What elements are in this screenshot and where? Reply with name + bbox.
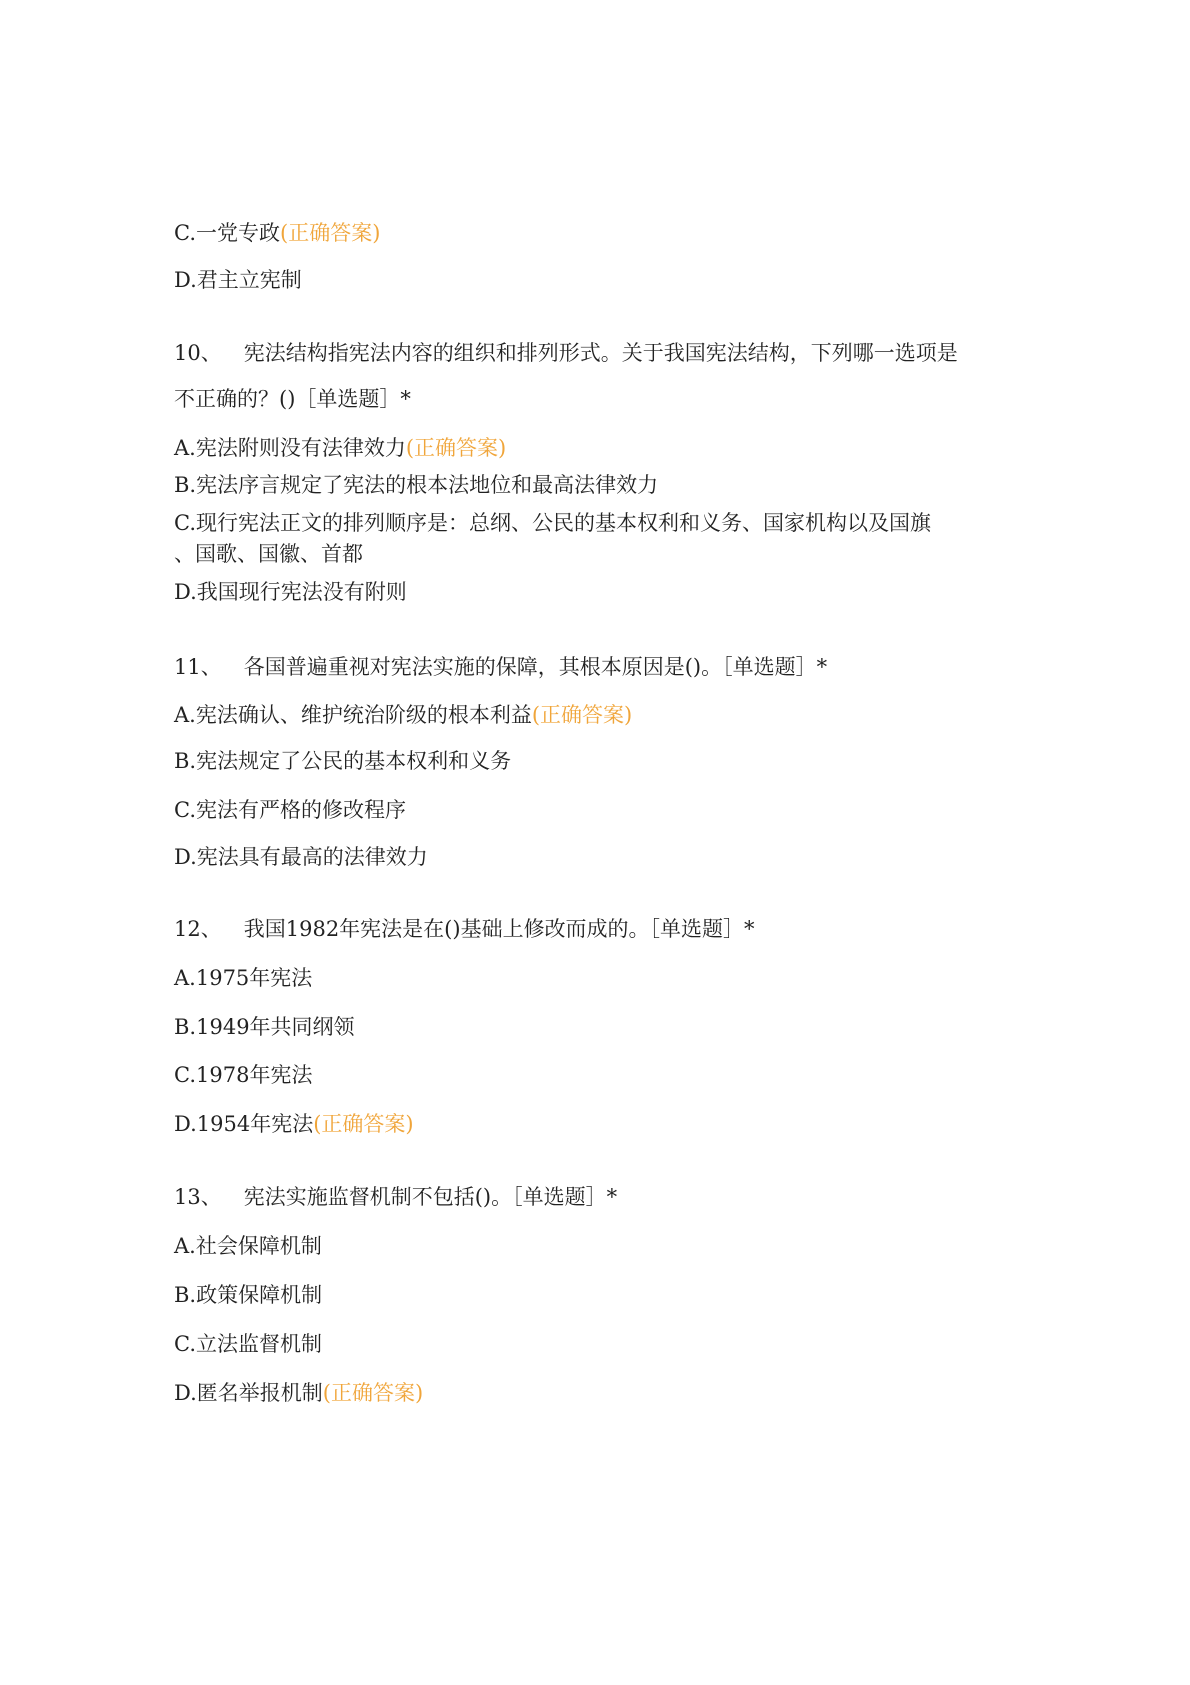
correct-answer-tag: (正确答案) — [313, 1112, 414, 1136]
question-number: 12、 — [174, 917, 222, 941]
question-10-title — [174, 338, 958, 368]
option-letter: C. — [174, 511, 196, 535]
q11-option-d — [174, 842, 428, 872]
option-text: 社会保障机制 — [195, 1234, 322, 1258]
q12-option-c — [174, 1060, 312, 1090]
option-text: 宪法附则没有法律效力 — [195, 436, 406, 460]
correct-answer-tag: (正确答案) — [531, 703, 633, 727]
option-letter: C. — [174, 798, 196, 822]
option-text: 1954年宪法 — [196, 1112, 314, 1136]
option-letter: C. — [174, 1332, 196, 1356]
correct-answer-tag: (正确答案) — [280, 221, 381, 245]
option-text: 宪法确认、维护统治阶级的根本利益 — [195, 703, 532, 727]
question-13-title — [174, 1182, 617, 1212]
option-text: 宪法具有最高的法律效力 — [196, 845, 428, 869]
q10-option-c-cont — [174, 539, 363, 569]
option-letter: B. — [174, 473, 197, 497]
q11-option-a — [174, 700, 632, 730]
question-11-title — [174, 652, 827, 682]
option-text: 宪法有严格的修改程序 — [196, 798, 406, 822]
question-text: 我国1982年宪法是在()基础上修改而成的。［单选题］* — [243, 917, 755, 941]
option-text: 1978年宪法 — [196, 1063, 313, 1087]
question-text: 宪法实施监督机制不包括()。［单选题］* — [243, 1185, 618, 1209]
q12-option-d — [174, 1109, 414, 1139]
q11-option-c — [174, 795, 406, 825]
question-10-title-cont — [174, 384, 411, 414]
option-text: 一党专政 — [196, 221, 280, 245]
option-letter: D. — [174, 268, 197, 292]
option-text: 匿名举报机制 — [196, 1381, 323, 1405]
option-text: 我国现行宪法没有附则 — [196, 580, 407, 604]
option-letter: D. — [174, 1112, 197, 1136]
q10-option-d — [174, 577, 407, 607]
q10-option-b — [174, 470, 658, 500]
q13-option-b — [174, 1280, 322, 1310]
q13-option-c — [174, 1329, 322, 1359]
option-text: 1949年共同纲领 — [196, 1015, 355, 1039]
option-letter: B. — [174, 749, 197, 773]
correct-answer-tag: (正确答案) — [322, 1381, 424, 1405]
option-text: 政策保障机制 — [196, 1283, 323, 1307]
q10-option-c — [174, 508, 931, 538]
option-letter: C. — [174, 1063, 196, 1087]
option-text: 君主立宪制 — [196, 268, 302, 292]
option-letter: D. — [174, 845, 197, 869]
option-letter: D. — [174, 580, 197, 604]
option-letter: B. — [174, 1283, 197, 1307]
option-text: 现行宪法正文的排列顺序是：总纲、公民的基本权利和义务、国家机构以及国旗 — [196, 511, 931, 535]
option-letter: A. — [174, 1234, 196, 1258]
question-text: 各国普遍重视对宪法实施的保障，其根本原因是()。［单选题］* — [243, 655, 828, 679]
option-letter: A. — [174, 436, 196, 460]
option-letter: D. — [174, 1381, 197, 1405]
option-text: 宪法规定了公民的基本权利和义务 — [196, 749, 512, 773]
q12-option-b — [174, 1012, 355, 1042]
question-12-title — [174, 914, 755, 944]
option-text: 1975年宪法 — [195, 966, 313, 990]
question-number: 13、 — [174, 1185, 222, 1209]
question-number: 11、 — [174, 655, 222, 679]
option-text: 、国歌、国徽、首都 — [174, 542, 363, 566]
correct-answer-tag: (正确答案) — [405, 436, 507, 460]
q10-option-a — [174, 433, 506, 463]
prev-option-d — [174, 265, 302, 295]
question-text: 不正确的？()［单选题］* — [174, 387, 411, 411]
q13-option-d — [174, 1378, 423, 1408]
option-letter: A. — [174, 966, 196, 990]
question-number: 10、 — [174, 341, 222, 365]
q13-option-a — [174, 1231, 322, 1261]
q11-option-b — [174, 746, 511, 776]
option-letter: B. — [174, 1015, 197, 1039]
prev-option-c — [174, 218, 380, 248]
question-text: 宪法结构指宪法内容的组织和排列形式。关于我国宪法结构，下列哪一选项是 — [243, 341, 958, 365]
option-letter: C. — [174, 221, 196, 245]
option-text: 宪法序言规定了宪法的根本法地位和最高法律效力 — [196, 473, 659, 497]
q12-option-a — [174, 963, 312, 993]
option-letter: A. — [174, 703, 196, 727]
option-text: 立法监督机制 — [196, 1332, 322, 1356]
